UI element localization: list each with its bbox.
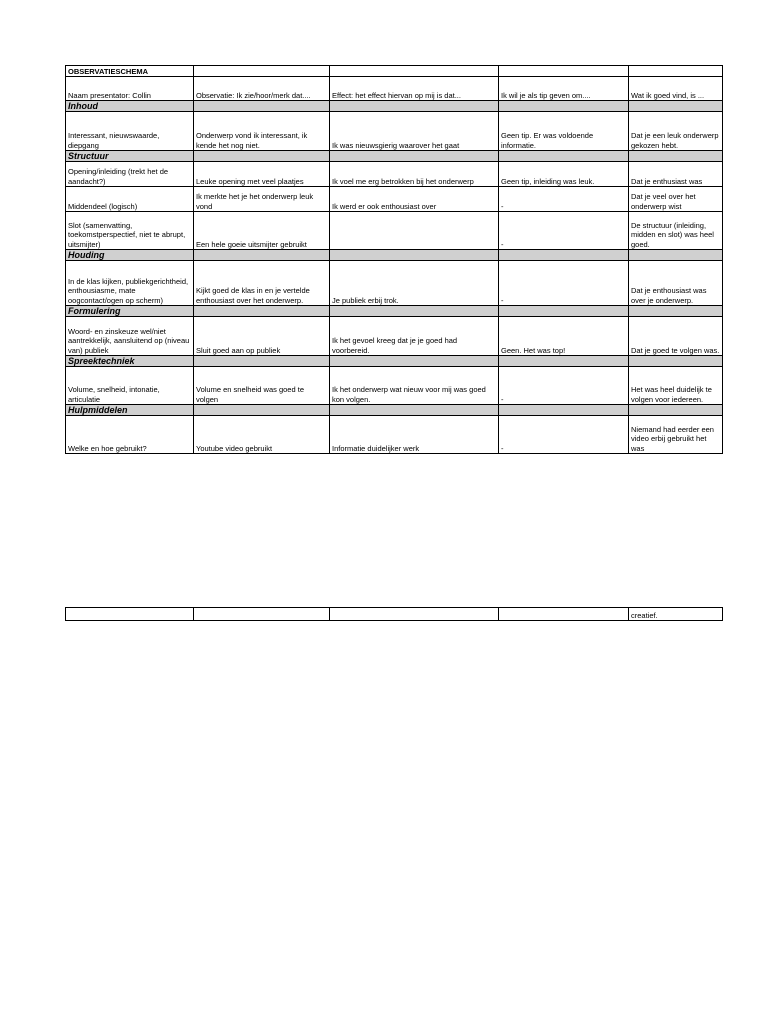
empty-cell bbox=[194, 101, 330, 112]
criterion-label: Welke en hoe gebruikt? bbox=[66, 416, 194, 454]
section-header bbox=[66, 405, 723, 416]
effect-cell: Ik werd er ook enthousiast over bbox=[330, 187, 499, 212]
criterion-row bbox=[66, 416, 723, 454]
section-title: Spreektechniek bbox=[66, 356, 194, 367]
criterion-label: Opening/inleiding (trekt het de aandacht?) bbox=[66, 162, 194, 187]
continuation-table bbox=[65, 607, 723, 621]
criterion-row bbox=[66, 367, 723, 405]
empty-cell bbox=[499, 151, 629, 162]
tip-cell: - bbox=[499, 367, 629, 405]
compliment-cell: Dat je een leuk onderwerp gekozen hebt. bbox=[629, 112, 723, 151]
observation-cell: Leuke opening met veel plaatjes bbox=[194, 162, 330, 187]
empty-cell bbox=[499, 306, 629, 317]
criterion-label: In de klas kijken, publiekgerichtheid, enthousiasme, mate oogcontact/ogen op scherm) bbox=[66, 261, 194, 306]
section-header bbox=[66, 101, 723, 112]
tip-cell: Geen tip, inleiding was leuk. bbox=[499, 162, 629, 187]
tip-cell: - bbox=[499, 416, 629, 454]
empty-cell bbox=[629, 101, 723, 112]
observation-cell: Een hele goeie uitsmijter gebruikt bbox=[194, 212, 330, 250]
criterion-row bbox=[66, 317, 723, 356]
section-title: Formulering bbox=[66, 306, 194, 317]
criterion-label: Interessant, nieuwswaarde, diepgang bbox=[66, 112, 194, 151]
column-heading: Ik wil je als tip geven om.... bbox=[499, 77, 629, 101]
empty-cell bbox=[499, 66, 629, 77]
empty-cell bbox=[194, 250, 330, 261]
empty-cell bbox=[330, 405, 499, 416]
effect-cell: Ik was nieuwsgierig waarover het gaat bbox=[330, 112, 499, 151]
observation-cell: Ik merkte het je het onderwerp leuk vond bbox=[194, 187, 330, 212]
section-title: Houding bbox=[66, 250, 194, 261]
compliment-cell: creatief. bbox=[629, 608, 723, 621]
observation-table bbox=[65, 65, 723, 454]
presenter-name: Naam presentator: Collin bbox=[66, 77, 194, 101]
criterion-row bbox=[66, 162, 723, 187]
observation-cell: Onderwerp vond ik interessant, ik kende het nog niet. bbox=[194, 112, 330, 151]
empty-cell bbox=[194, 66, 330, 77]
empty-cell bbox=[194, 306, 330, 317]
effect-cell: Ik voel me erg betrokken bij het onderwerp bbox=[330, 162, 499, 187]
observation-cell: Kijkt goed de klas in en je vertelde enthousiast over het onderwerp. bbox=[194, 261, 330, 306]
tip-cell: - bbox=[499, 187, 629, 212]
effect-cell: Ik het gevoel kreeg dat je je goed had voorbereid. bbox=[330, 317, 499, 356]
criterion-row bbox=[66, 261, 723, 306]
section-title: Hulpmiddelen bbox=[66, 405, 194, 416]
section-header bbox=[66, 306, 723, 317]
compliment-cell: Dat je enthousiast was over je onderwerp. bbox=[629, 261, 723, 306]
header-title-row bbox=[66, 66, 723, 77]
empty-cell bbox=[330, 306, 499, 317]
empty-cell bbox=[499, 405, 629, 416]
compliment-cell: Het was heel duidelijk te volgen voor iedereen. bbox=[629, 367, 723, 405]
empty-cell bbox=[330, 608, 499, 621]
empty-cell bbox=[330, 101, 499, 112]
section-header bbox=[66, 151, 723, 162]
empty-cell bbox=[330, 66, 499, 77]
criterion-label: Middendeel (logisch) bbox=[66, 187, 194, 212]
criterion-label: Slot (samenvatting, toekomstperspectief, niet te abrupt, uitsmijter) bbox=[66, 212, 194, 250]
empty-cell bbox=[330, 151, 499, 162]
schema-title: OBSERVATIESCHEMA bbox=[66, 66, 194, 77]
observation-cell: Volume en snelheid was goed te volgen bbox=[194, 367, 330, 405]
compliment-cell: Niemand had eerder een video erbij gebruikt het was bbox=[629, 416, 723, 454]
empty-cell bbox=[194, 356, 330, 367]
empty-cell bbox=[194, 608, 330, 621]
criterion-row bbox=[66, 187, 723, 212]
observation-cell: Sluit goed aan op publiek bbox=[194, 317, 330, 356]
effect-cell: Je publiek erbij trok. bbox=[330, 261, 499, 306]
empty-cell bbox=[499, 101, 629, 112]
effect-cell: Ik het onderwerp wat nieuw voor mij was goed kon volgen. bbox=[330, 367, 499, 405]
empty-cell bbox=[194, 151, 330, 162]
tip-cell: Geen tip. Er was voldoende informatie. bbox=[499, 112, 629, 151]
compliment-cell: Dat je goed te volgen was. bbox=[629, 317, 723, 356]
tip-cell: - bbox=[499, 212, 629, 250]
empty-cell bbox=[629, 356, 723, 367]
section-title: Structuur bbox=[66, 151, 194, 162]
header-columns-row bbox=[66, 77, 723, 101]
effect-cell bbox=[330, 212, 499, 250]
empty-cell bbox=[194, 405, 330, 416]
criterion-label: Woord- en zinskeuze wel/niet aantrekkelijk, aansluitend op (niveau van) publiek bbox=[66, 317, 194, 356]
empty-cell bbox=[499, 356, 629, 367]
empty-cell bbox=[499, 608, 629, 621]
tip-cell: Geen. Het was top! bbox=[499, 317, 629, 356]
column-heading: Wat ik goed vind, is ... bbox=[629, 77, 723, 101]
criterion-row bbox=[66, 112, 723, 151]
empty-cell bbox=[330, 356, 499, 367]
observation-cell: Youtube video gebruikt bbox=[194, 416, 330, 454]
continuation-row bbox=[66, 608, 723, 621]
section-header bbox=[66, 356, 723, 367]
compliment-cell: De structuur (inleiding, midden en slot) was heel goed. bbox=[629, 212, 723, 250]
criterion-row bbox=[66, 212, 723, 250]
criterion-label: Volume, snelheid, intonatie, articulatie bbox=[66, 367, 194, 405]
effect-cell: Informatie duidelijker werk bbox=[330, 416, 499, 454]
section-title: Inhoud bbox=[66, 101, 194, 112]
empty-cell bbox=[330, 250, 499, 261]
section-header bbox=[66, 250, 723, 261]
tip-cell: - bbox=[499, 261, 629, 306]
compliment-cell: Dat je enthusiast was bbox=[629, 162, 723, 187]
compliment-cell: Dat je veel over het onderwerp wist bbox=[629, 187, 723, 212]
empty-cell bbox=[629, 306, 723, 317]
empty-cell bbox=[629, 250, 723, 261]
empty-cell bbox=[629, 151, 723, 162]
empty-cell bbox=[499, 250, 629, 261]
empty-cell bbox=[629, 405, 723, 416]
column-heading: Observatie: Ik zie/hoor/merk dat.... bbox=[194, 77, 330, 101]
empty-cell bbox=[629, 66, 723, 77]
empty-cell bbox=[66, 608, 194, 621]
column-heading: Effect: het effect hiervan op mij is dat... bbox=[330, 77, 499, 101]
